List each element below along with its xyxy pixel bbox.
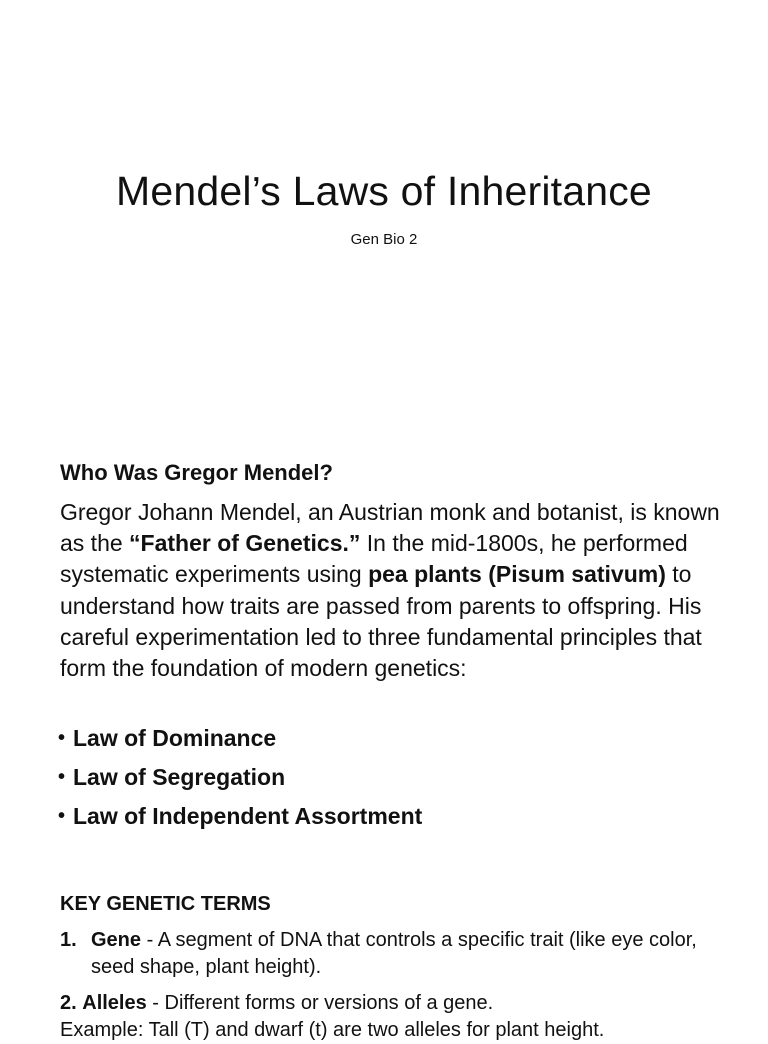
term-item <box>60 927 730 981</box>
term-name: Alleles <box>82 992 147 1014</box>
law-item <box>58 762 422 801</box>
law-label: Law of Independent Assortment <box>73 803 423 829</box>
intro-paragraph <box>60 497 730 684</box>
slide-title: Mendel’s Laws of Inheritance <box>116 168 652 214</box>
term-number: 2. <box>60 992 77 1014</box>
intro-bold-pea-plants: pea plants (Pisum sativum) <box>368 561 666 588</box>
term-name: Gene <box>91 929 142 951</box>
bullet-icon: • <box>58 805 66 827</box>
intro-bold-father-of-genetics: “Father of Genetics.” <box>129 530 361 557</box>
slide-subtitle: Gen Bio 2 <box>350 231 418 248</box>
intro-text-2: In the mid-1800s, he performed systematic experiments using <box>60 530 688 588</box>
law-label: Law of Dominance <box>73 725 277 751</box>
law-item <box>58 801 422 840</box>
law-item <box>58 723 422 762</box>
term-definition: - Different forms or versions of a gene. <box>146 992 494 1014</box>
laws-list <box>58 723 422 840</box>
law-label: Law of Segregation <box>73 764 286 790</box>
bullet-icon: • <box>58 727 66 749</box>
term-number: 1. <box>60 929 77 951</box>
term-body <box>91 927 730 981</box>
intro-text-1: Gregor Johann Mendel, an Austrian monk and botanist, is known as the <box>60 499 720 557</box>
partial-text-line: Example: Tall (T) and dwarf (t) are two alleles for plant height. <box>60 1019 605 1041</box>
intro-text-3: to understand how traits are passed from parents to offspring. His careful experimentation led to three fundamental principles that form the foundation of modern genetics: <box>60 561 702 682</box>
term-item <box>60 990 730 1017</box>
section-heading: Who Was Gregor Mendel? <box>60 460 333 485</box>
terms-heading: KEY GENETIC TERMS <box>60 893 271 915</box>
bullet-icon: • <box>58 766 66 788</box>
term-definition: - A segment of DNA that controls a specific trait (like eye color, seed shape, plant height). <box>91 929 697 978</box>
